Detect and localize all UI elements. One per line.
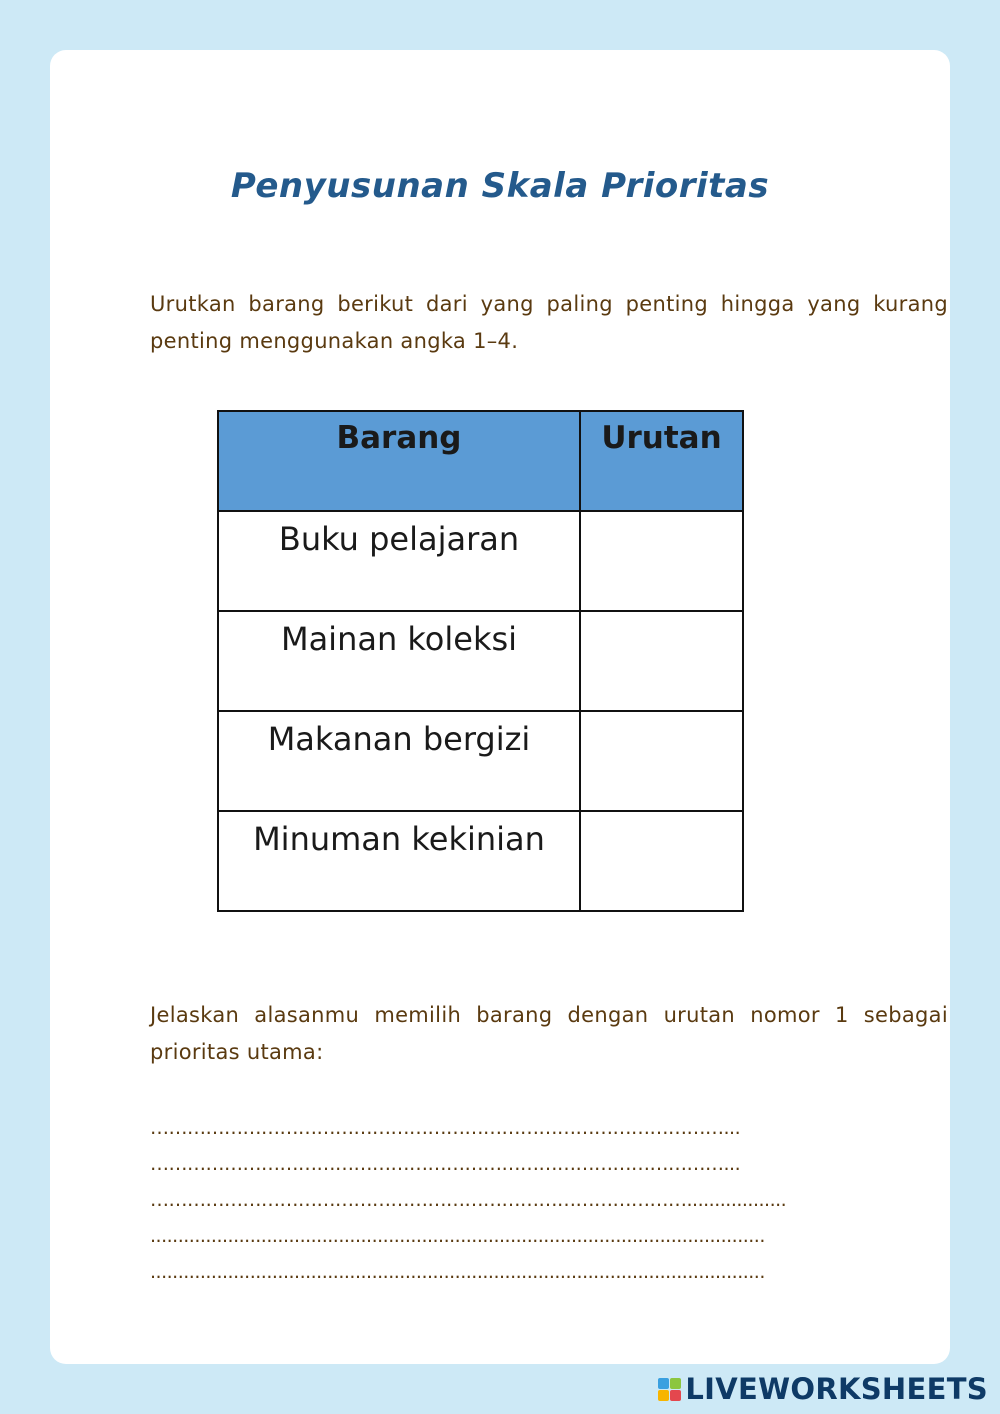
table-row <box>218 811 743 911</box>
header-urutan: Urutan <box>580 411 743 511</box>
item-cell: Mainan koleksi <box>218 611 580 711</box>
item-cell: Buku pelajaran <box>218 511 580 611</box>
table-header-row <box>218 411 743 511</box>
instruction-text: Urutkan barang berikut dari yang paling penting hingga yang kurang penting menggunakan angka 1–4. <box>150 292 948 353</box>
item-cell: Makanan bergizi <box>218 711 580 811</box>
order-input-cell[interactable] <box>580 611 743 711</box>
worksheet-card <box>50 50 950 1364</box>
answer-line[interactable]: …………………………………………………………………………………... <box>150 1117 741 1139</box>
table-row <box>218 611 743 711</box>
liveworksheets-brand <box>658 1372 988 1406</box>
page-title: Penyusunan Skala Prioritas <box>230 166 770 206</box>
order-input-cell[interactable] <box>580 711 743 811</box>
header-barang: Barang <box>218 411 580 511</box>
answer-area[interactable] <box>150 1110 950 1290</box>
brand-name: LIVEWORKSHEETS <box>685 1372 988 1406</box>
question-text: Jelaskan alasanmu memilih barang dengan urutan nomor 1 sebagai prioritas utama: <box>150 1003 948 1064</box>
liveworksheets-logo-icon <box>658 1378 681 1401</box>
answer-line[interactable]: …………………………………………………………………………………... <box>150 1153 741 1175</box>
table-row <box>218 511 743 611</box>
answer-line[interactable]: ............................................................................................................... <box>150 1225 765 1247</box>
answer-line[interactable]: ............................................................................................................... <box>150 1261 765 1283</box>
answer-line[interactable]: …………………………………………………………………………….................. <box>150 1189 787 1211</box>
priority-table <box>217 410 744 912</box>
order-input-cell[interactable] <box>580 511 743 611</box>
table-row <box>218 711 743 811</box>
item-cell: Minuman kekinian <box>218 811 580 911</box>
order-input-cell[interactable] <box>580 811 743 911</box>
